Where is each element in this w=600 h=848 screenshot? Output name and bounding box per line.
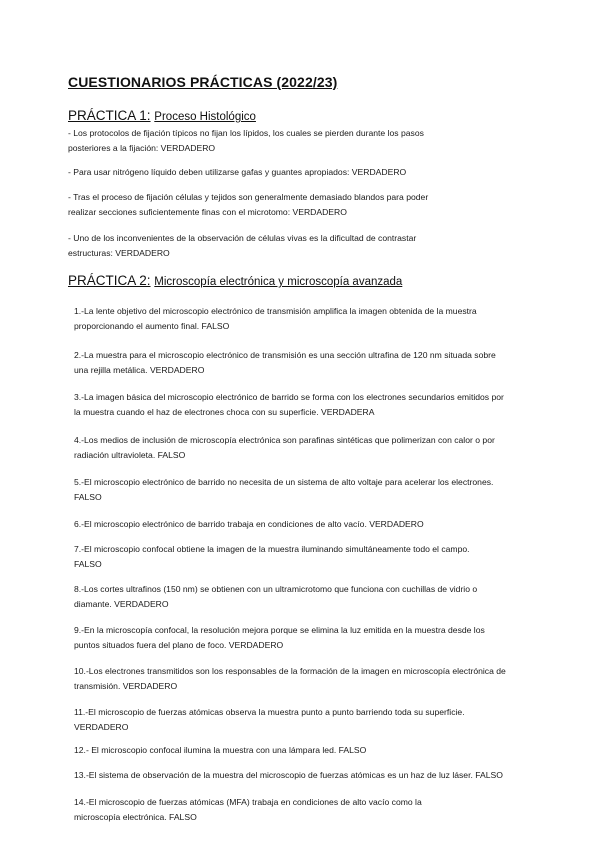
document-title: CUESTIONARIOS PRÁCTICAS (2022/23) bbox=[68, 74, 338, 90]
question-line: 14.-El microscopio de fuerzas atómicas (MFA) trabaja en condiciones de alto vacío como la bbox=[74, 797, 422, 807]
question-line: posteriores a la fijación: VERDADERO bbox=[68, 143, 216, 153]
question-line: 12.- El microscopio confocal ilumina la muestra con una lámpara led. FALSO bbox=[74, 745, 367, 755]
question-line: 4.-Los medios de inclusión de microscopía electrónica son parafinas sintéticas que polimerizan con calor o por bbox=[74, 435, 495, 445]
question-line: estructuras: VERDADERO bbox=[68, 248, 170, 258]
section-name: Proceso Histológico bbox=[154, 111, 256, 123]
question-item bbox=[74, 348, 536, 378]
question-item bbox=[74, 743, 536, 758]
question-item bbox=[74, 705, 536, 735]
question-line: - Uno de los inconvenientes de la observación de células vivas es la dificultad de contrastar bbox=[68, 233, 417, 243]
section-number: PRÁCTICA 1: bbox=[68, 108, 151, 123]
question-line: VERDADERO bbox=[74, 722, 129, 732]
question-line: 8.-Los cortes ultrafinos (150 nm) se obtienen con un ultramicrotomo que funciona con cuchillas de vidrio o bbox=[74, 584, 478, 594]
question-item bbox=[68, 190, 538, 220]
question-line: 3.-La imagen básica del microscopio electrónico de barrido se forma con los electrones secundarios emitidos por bbox=[74, 392, 504, 402]
section-number: PRÁCTICA 2: bbox=[68, 273, 151, 288]
question-line: realizar secciones suficientemente finas con el microtomo: VERDADERO bbox=[68, 207, 347, 217]
question-item bbox=[74, 542, 536, 572]
question-item bbox=[74, 304, 536, 334]
question-line: 1.-La lente objetivo del microscopio electrónico de transmisión amplifica la imagen obtenida de la muestra bbox=[74, 306, 477, 316]
section-name: Microscopía electrónica y microscopía avanzada bbox=[154, 276, 403, 288]
question-line: 5.-El microscopio electrónico de barrido no necesita de un sistema de alto voltaje para acelerar los electrones. bbox=[74, 477, 494, 487]
question-line: FALSO bbox=[74, 559, 102, 569]
section-heading-1 bbox=[68, 108, 256, 123]
question-line: proporcionando el aumento final. FALSO bbox=[74, 321, 230, 331]
question-line: 10.-Los electrones transmitidos son los responsables de la formación de la imagen en microscopía electrónica de bbox=[74, 666, 506, 676]
question-item bbox=[74, 664, 536, 694]
section-heading-2 bbox=[68, 273, 402, 288]
question-line: 13.-El sistema de observación de la muestra del microscopio de fuerzas atómicas es un haz de luz láser. FALSO bbox=[74, 770, 503, 780]
question-item bbox=[68, 231, 538, 261]
question-item bbox=[74, 433, 536, 463]
question-line: una rejilla metálica. VERDADERO bbox=[74, 365, 205, 375]
question-line: puntos situados fuera del plano de foco. VERDADERO bbox=[74, 640, 284, 650]
question-item bbox=[74, 475, 536, 505]
question-line: FALSO bbox=[74, 492, 102, 502]
question-line: 6.-El microscopio electrónico de barrido trabaja en condiciones de alto vacío. VERDADERO bbox=[74, 519, 424, 529]
question-item bbox=[74, 768, 536, 783]
question-line: - Para usar nitrógeno líquido deben utilizarse gafas y guantes apropiados: VERDADERO bbox=[68, 167, 407, 177]
question-item bbox=[74, 795, 536, 825]
question-line: 2.-La muestra para el microscopio electrónico de transmisión es una sección ultrafina de 120 nm situada sobre bbox=[74, 350, 496, 360]
question-item bbox=[74, 517, 536, 532]
question-line: diamante. VERDADERO bbox=[74, 599, 169, 609]
question-line: radiación ultravioleta. FALSO bbox=[74, 450, 186, 460]
question-line: 7.-El microscopio confocal obtiene la imagen de la muestra iluminando simultáneamente todo el campo. bbox=[74, 544, 470, 554]
question-item bbox=[68, 126, 538, 156]
question-line: microscopía electrónica. FALSO bbox=[74, 812, 197, 822]
question-item bbox=[74, 582, 536, 612]
question-line: - Tras el proceso de fijación células y tejidos son generalmente demasiado blandos para poder bbox=[68, 192, 429, 202]
question-item bbox=[74, 390, 536, 420]
question-line: 11.-El microscopio de fuerzas atómicas observa la muestra punto a punto barriendo toda su superficie. bbox=[74, 707, 465, 717]
question-line: transmisión. VERDADERO bbox=[74, 681, 178, 691]
question-line: 9.-En la microscopía confocal, la resolución mejora porque se elimina la luz emitida en la muestra desde los bbox=[74, 625, 485, 635]
question-item bbox=[68, 165, 538, 180]
question-line: la muestra cuando el haz de electrones choca con su superficie. VERDADERA bbox=[74, 407, 375, 417]
question-item bbox=[74, 623, 536, 653]
question-line: - Los protocolos de fijación típicos no fijan los lípidos, los cuales se pierden durante los pasos bbox=[68, 128, 424, 138]
